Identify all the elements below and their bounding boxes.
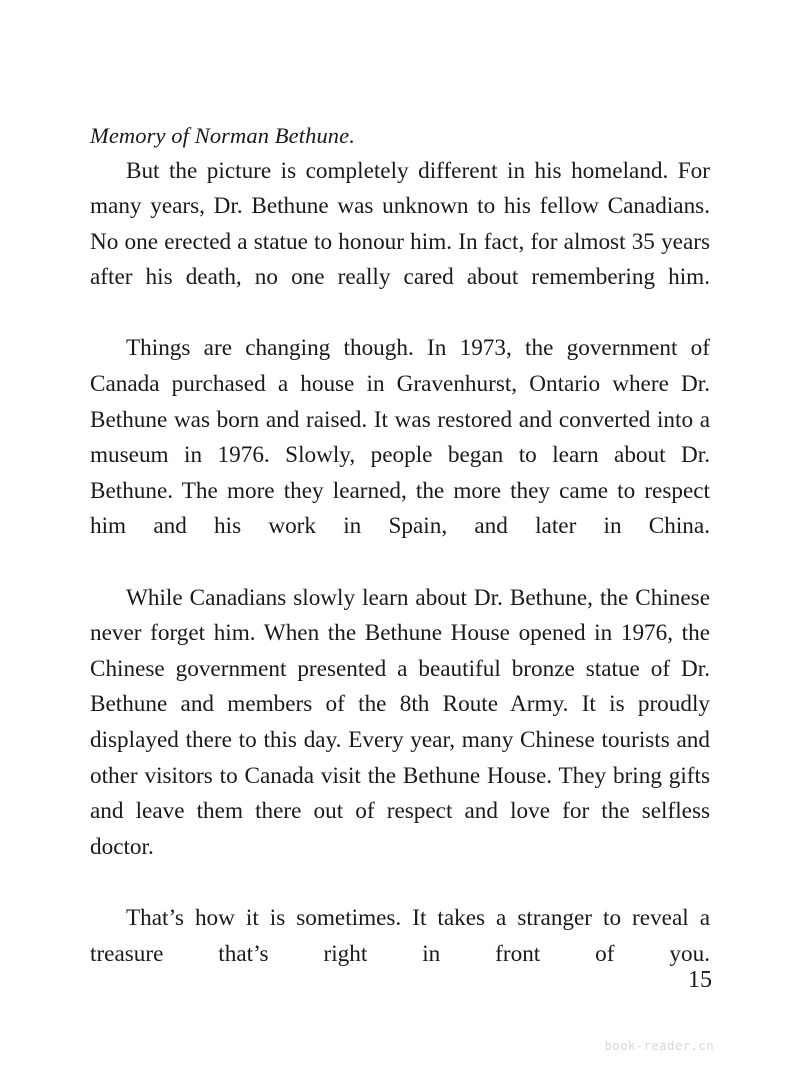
- page-text-block: [90, 118, 710, 1008]
- italic-fragment-line: Memory of Norman Bethune.: [90, 123, 355, 148]
- page-number: 15: [688, 967, 712, 993]
- watermark: book-reader.cn: [604, 1038, 714, 1053]
- paragraph-3: While Canadians slowly learn about Dr. Bethune, the Chinese never forget him. When the Bethune House opened in 1976, the Chinese government presented a beautiful bronze statue of Dr. Bethune and members of the 8th Route Army. It is proudly displayed there to this day. Every year, many Chinese tourists and other visitors to Canada visit the Bethune House. They bring gifts and leave them there out of respect and love for the selfless doctor.: [90, 584, 710, 860]
- paragraph-1: But the picture is completely different in his homeland. For many years, Dr. Bethune was unknown to his fellow Canadians. No one erected a statue to honour him. In fact, for almost 35 years after his death, no one really cared about remembering him.: [90, 157, 710, 291]
- paragraph-4: That’s how it is sometimes. It takes a stranger to reveal a treasure that’s right in front of you.: [90, 904, 710, 967]
- paragraph-2: Things are changing though. In 1973, the government of Canada purchased a house in Gravenhurst, Ontario where Dr. Bethune was born and raised. It was restored and converted into a museum in 1976. Slowly, people began to learn about Dr. Bethune. The more they learned, the more they came to respect him and his work in Spain, and later in China.: [90, 335, 710, 540]
